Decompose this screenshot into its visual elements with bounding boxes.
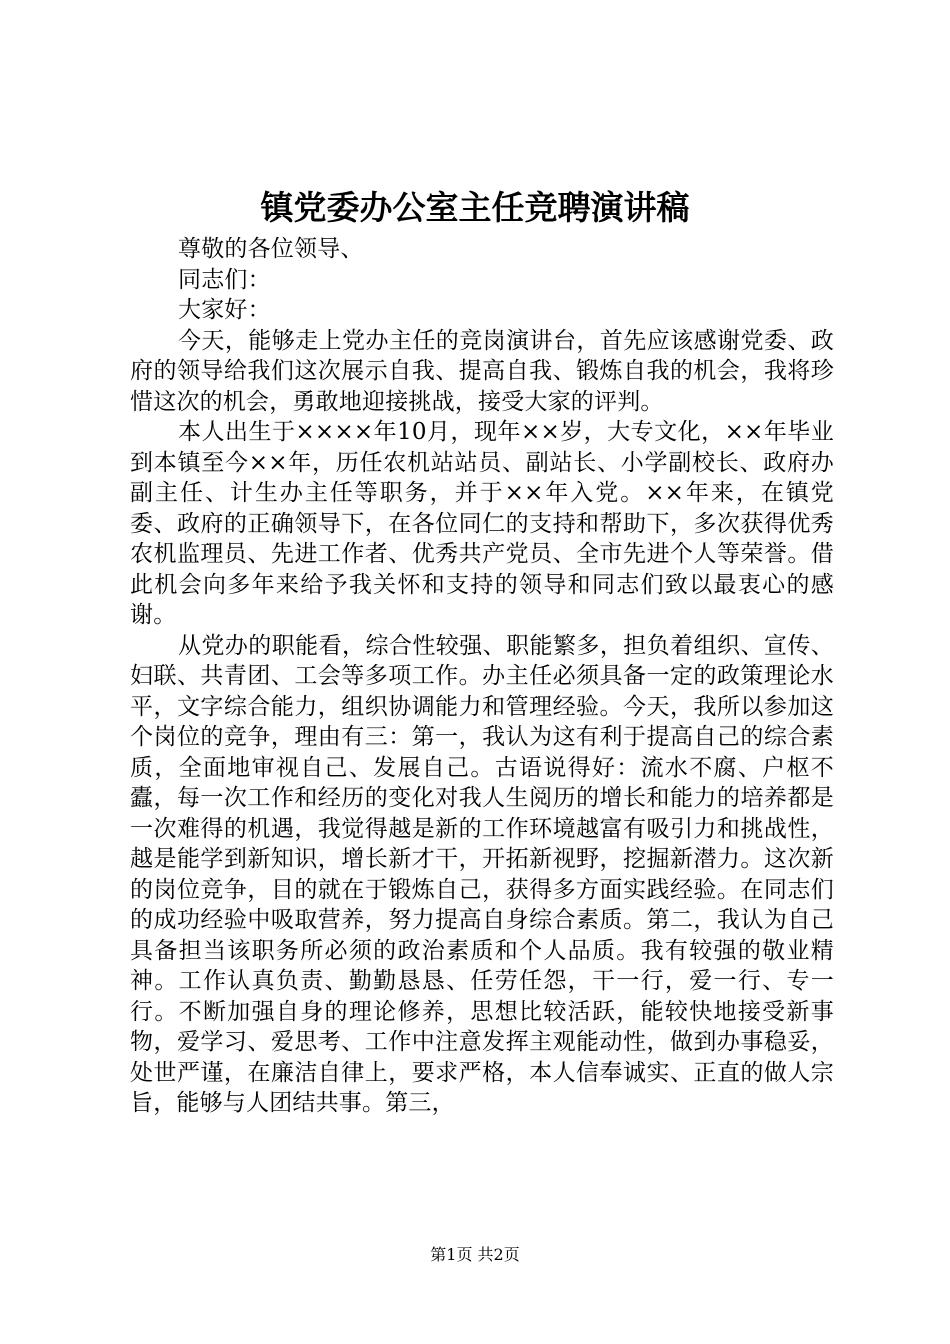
page-footer: 第1页 共2页 [430, 1245, 520, 1264]
document-title: 镇党委办公室主任竞聘演讲稿 [260, 188, 690, 227]
paragraph-background: 本人出生于××××年10月，现年××岁，大专文化，××年毕业到本镇至今××年，历任农机站站员、副站长、小学副校长、政府办副主任、计生办主任等职务，并于××年入党。××年来，在镇党委、政府的正确领导下，在各位同仁的支持和帮助下，多次获得优秀农机监理员、先进工作者、优秀共产党员、全市先进个人等荣誉。借此机会向多年来给予我关怀和支持的领导和同志们致以最衷心的感谢。 [130, 419, 834, 628]
salutation-comrades: 同志们： [178, 266, 271, 293]
greeting: 大家好： [178, 297, 271, 323]
salutation-leaders: 尊敬的各位领导、 [178, 236, 364, 262]
paragraph-opening: 今天，能够走上党办主任的竞岗演讲台，首先应该感谢党委、政府的领导给我们这次展示自我、提高自我、锻炼自我的机会，我将珍惜这次的机会，勇敢地迎接挑战，接受大家的评判。 [130, 327, 834, 415]
document-body [130, 234, 834, 1119]
paragraph-reasons: 从党办的职能看，综合性较强、职能繁多，担负着组织、宣传、妇联、共青团、工会等多项工作。办主任必须具备一定的政策理论水平，文字综合能力，组织协调能力和管理经验。今天，我所以参加这个岗位的竞争，理由有三：第一，我认为这有利于提高自己的综合素质，全面地审视自己、发展自己。古语说得好：流水不腐、户枢不蠹，每一次工作和经历的变化对我人生阅历的增长和能力的培养都是一次难得的机遇，我觉得越是新的工作环境越富有吸引力和挑战性，越是能学到新知识，增长新才干，开拓新视野，挖掘新潜力。这次新的岗位竞争，目的就在于锻炼自己，获得多方面实践经验。在同志们的成功经验中吸取营养，努力提高自身综合素质。第二，我认为自己具备担当该职务所必须的政治素质和个人品质。我有较强的敬业精神。工作认真负责、勤勤恳恳、任劳任怨，干一行，爱一行、专一行。不断加强自身的理论修养，思想比较活跃，能较快地接受新事物，爱学习、爱思考、工作中注意发挥主观能动性，做到办事稳妥，处世严谨，在廉洁自律上，要求严格，本人信奉诚实、正直的做人宗旨，能够与人团结共事。第三， [130, 632, 834, 1116]
